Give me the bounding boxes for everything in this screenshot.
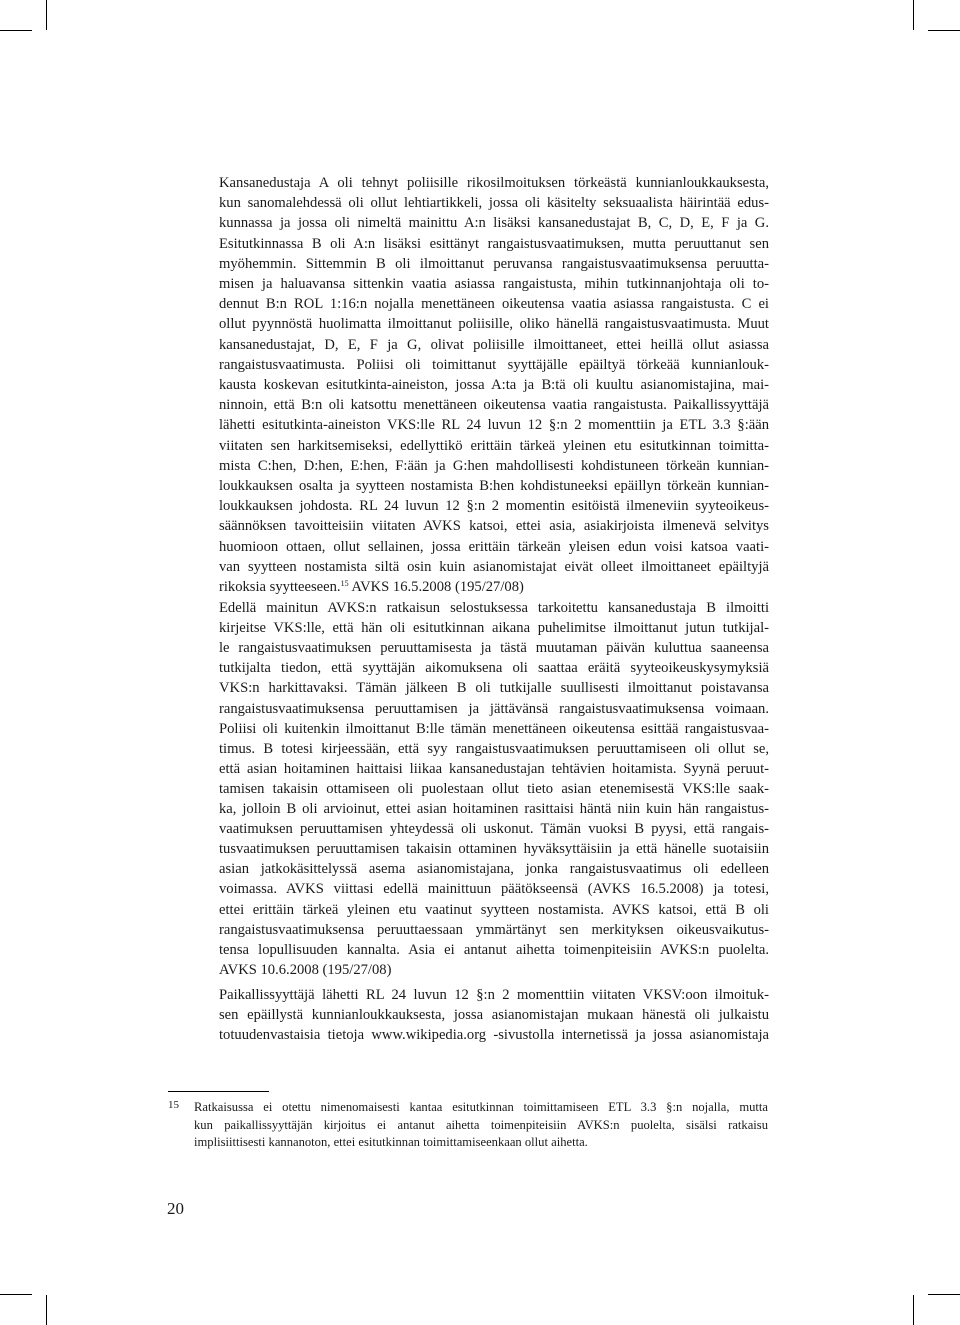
text-line: rangaistusvaatimuksensa peruuttaessaan ymmärtänyt sen merkityksen oikeusvaikutus- (219, 921, 769, 938)
text-line: le rangaistusvaatimuksen peruuttamisesta ja tästä muutaman päivän kuluttua saaneensa (219, 640, 769, 657)
text-line: rangaistusvaatimuksensa peruuttamisen ja jättävänsä rangaistusvaatimuksensa voimaan. (219, 700, 769, 717)
text-line: Edellä mainitun AVKS:n ratkaisun selostuksessa tarkoitettu kansanedustaja B ilmoitti (219, 600, 769, 616)
crop-mark (928, 30, 960, 31)
crop-mark (46, 0, 47, 30)
text-line: voimassa. AVKS viittasi edellä mainittuun päätökseensä (AVKS 16.5.2008) ja totesi, (219, 881, 769, 898)
text-line: Poliisi oli kuitenkin ilmoittanut B:lle tämän menettäneen oikeutensa esittää rangaistusvaa- (219, 720, 769, 737)
text-line: sen epäillystä kunnianloukkauksesta, jossa asianomistajan mukaan hänestä oli julkaistu (219, 1007, 769, 1024)
text-line: tusvaatimuksen peruuttamisen takaisin ottaminen hyväksyttäisiin ja että hänelle suotaisiin (219, 841, 769, 858)
page-number: 20 (167, 1199, 184, 1218)
text-line: mista C:hen, D:hen, E:hen, F:ään ja G:hen mahdollisesti kohdistuneen törkeän kunnian- (219, 457, 769, 474)
text-line: tensa lopullisuuden kannalta. Asia ei antanut aihetta toimenpiteisiin AVKS:n puolelta. (219, 941, 769, 958)
text-line: vaatimuksen peruuttamisen yhteydessä oli uskonut. Tämän vuoksi B pyysi, että rangais- (219, 821, 769, 838)
text-line: tamisen takaisin ottamiseen oli puolestaan ollut tieto asian etenemisestä VKS:lle saak- (219, 780, 769, 797)
text-line: asian jatkokäsittelyssä asema asianomistajana, jonka rangaistusvaatimus oli edelleen (219, 861, 769, 878)
crop-mark (0, 30, 32, 31)
text-line: kansanedustajat, D, E, F ja G, olivat poliisille ilmoittaneet, ettei heillä ollut asiassa (219, 336, 769, 353)
text-line: ka, jolloin B oli arvioinut, ettei asian hoitaminen rasittaisi häntä niin kuin hän rangaistus- (219, 801, 769, 817)
text-line: ninnoin, että B:n oli katsottu menettäneen oikeutensa vaatia rangaistusta. Paikallissyyttäjä (219, 397, 769, 414)
text-line: tutkijalta tiedon, että syyttäjän aikomuksena oli saattaa eräitä syyteoikeuskysymyksiä (219, 660, 769, 677)
text-line: lähetti esitutkinta-aineiston VKS:lle RL 24 luvun 12 §:n 2 momenttiin ja ETL 3.3 §:ään (219, 417, 769, 434)
text-line: AVKS 10.6.2008 (195/27/08) (219, 961, 392, 978)
text-line: dennut B:n ROL 1:16:n nojalla menettäneen oikeutensa vaatia asiassa rangaistusta. C ei (219, 296, 769, 313)
text-line: säännöksen tavoitteisiin viitaten AVKS katsoi, ettei asia, asiakirjoista ilmenevä selvitys (219, 518, 769, 535)
text-line: VKS:n harkittavaksi. Tämän jälkeen B oli tutkijalle suullisesti ilmoittanut poistavansa (219, 680, 769, 697)
text-line: rangaistusvaatimusta. Poliisi oli toimittanut syyttäjälle epäiltyä törkeää kunnianlouk- (219, 356, 769, 373)
crop-mark (913, 1295, 914, 1325)
text-line: misen ja haluavansa sittenkin vaatia asiassa rangaistusta, mihin tutkinnanjohtaja oli to- (219, 276, 769, 292)
text-line: myöhemmin. Sittemmin B oli ilmoittanut peruvansa rangaistusvaatimuksensa peruutta- (219, 255, 769, 272)
crop-mark (0, 1294, 32, 1295)
text-line: timus. B totesi kirjeessään, että syy rangaistusvaatimuksen peruuttamiseen oli ollut se, (219, 740, 769, 757)
text-line: Paikallissyyttäjä lähetti RL 24 luvun 12 §:n 2 momenttiin viitaten VKSV:oon ilmoituk- (219, 987, 769, 1003)
text-span: AVKS 16.5.2008 (195/27/08) (348, 579, 524, 595)
text-line: Esitutkinnassa B oli A:n lisäksi esittänyt rangaistusvaatimuksen, mutta peruuttanut sen (219, 235, 769, 252)
footnote-number: 15 (168, 1099, 179, 1111)
text-line: huomioon ottaen, ollut sellainen, jossa erittäin tärkeän yleisen edun voisi katsoa vaati- (219, 538, 769, 555)
footnote-line: Ratkaisussa ei otettu nimenomaisesti kantaa esitutkinnan toimittamiseen ETL 3.3 §:n nojalla, mutta (194, 1100, 768, 1114)
text-line: Kansanedustaja A oli tehnyt poliisille rikosilmoituksen törkeästä kunnianloukkauksesta, (219, 175, 769, 191)
crop-mark (46, 1295, 47, 1325)
text-line: kausta koskevan esitutkinta-aineiston, jossa A:ta ja B:tä oli kuultu asianomistajina, mai- (219, 377, 769, 393)
text-line: totuudenvastaisia tietoja www.wikipedia.org -sivustolla internetissä ja jossa asianomistaja (219, 1027, 769, 1044)
text-line: van syytteen nostamista siltä osin kuin asianomistajat eivät olleet ilmoittaneet epäiltyjä (219, 558, 769, 575)
text-line: kunnassa ja jossa oli nimeltä mainittu A:n lisäksi kansanedustajat B, C, D, E, F ja G. (219, 215, 769, 232)
text-line: ettei erittäin tärkeä yleinen etu vaatinut syytteen nostamista. AVKS katsoi, että B oli (219, 901, 769, 918)
footnote-rule (168, 1091, 269, 1092)
text-line: loukkauksen osalta ja syytteen nostamista B:hen kohdistuneeksi epäillyn törkeän kunnian- (219, 478, 769, 494)
text-line: kun sanomalehdessä oli ollut lehtiartikkeli, jossa oli käsitelty seksuaalista häirintää edus- (219, 195, 769, 212)
crop-mark (928, 1294, 960, 1295)
footnote-line: kun paikallissyyttäjän kirjoitus ei antanut aihetta toimenpiteisiin AVKS:n puolelta, sisälsi ratkaisu (194, 1117, 768, 1132)
text-line: ollut pyynnöstä huolimatta ilmoittanut poliisille, oliko hänellä rangaistusvaatimusta. Muut (219, 316, 769, 333)
text-line: että asian hoitaminen haittaisi liikaa kansanedustajan tehtävien hoitamista. Syynä peruut- (219, 760, 769, 777)
text-line: kirjeitse VKS:lle, että hän oli esitutkinnan aikana puhelimitse ilmoittanut jutun tutkijal- (219, 620, 769, 637)
text-line: viitaten sen harkitsemiseksi, edellyttikö erittäin tärkeä yleinen etu esitutkinnan toimitta- (219, 437, 769, 454)
footnote-line: implisiittisesti kannanoton, ettei esitutkinnan toimittamiseenkaan ollut aihetta. (194, 1135, 588, 1149)
footnote-ref[interactable]: 15 (340, 579, 349, 588)
crop-mark (913, 0, 914, 30)
text-span: rikoksia syytteeseen. (219, 579, 341, 595)
text-line (219, 577, 769, 598)
text-line: loukkauksen johdosta. RL 24 luvun 12 §:n 2 momentin esitöistä ilmeneviin syyteoikeus- (219, 498, 769, 515)
